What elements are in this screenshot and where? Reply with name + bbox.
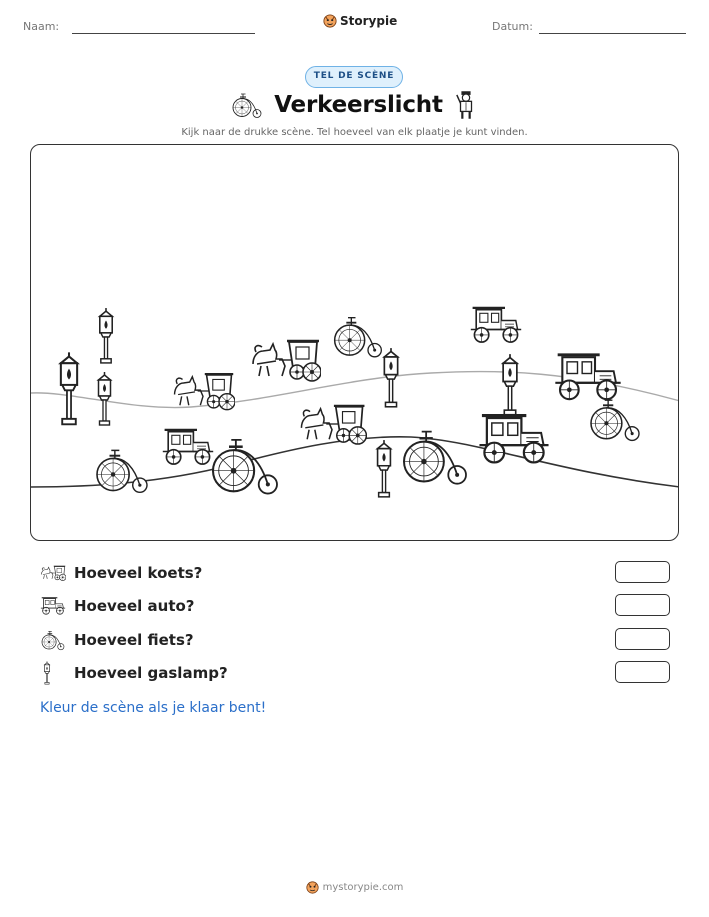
counting-scene [30,144,679,541]
footer-url[interactable]: mystorypie.com [322,882,404,893]
bicycle[interactable] [93,445,151,495]
carriage-icon [40,564,66,582]
date-line[interactable] [539,33,686,34]
car[interactable] [469,305,523,345]
instructions: Kijk naar de drukke scène. Tel hoeveel van elk plaatje je kunt vinden. [181,127,528,138]
question-text: Hoeveel fiets? [74,631,194,649]
storypie-mascot-icon [323,14,337,28]
footer [0,881,709,894]
penny-farthing-icon [232,91,262,119]
carriage[interactable] [171,371,235,411]
question-text: Hoeveel gaslamp? [74,664,228,682]
name-label: Naam: [23,20,60,33]
question-bicycle [40,628,670,652]
bicycle[interactable] [209,433,281,497]
storypie-mascot-icon [306,881,319,894]
question-car [40,594,670,618]
question-gaslamp [40,661,670,685]
title-row [0,90,709,120]
bicycle-icon [40,629,66,651]
answer-box-car[interactable] [615,594,670,616]
gaslamp-icon [40,661,54,685]
car[interactable] [553,351,623,403]
question-text: Hoeveel koets? [74,564,203,582]
brand-logo [323,14,397,28]
gaslamp[interactable] [51,351,87,427]
page-title: Verkeerslicht [274,92,443,118]
car-icon [40,596,66,616]
gaslamp[interactable] [369,439,399,499]
brand-name: Storypie [340,14,398,28]
date-label: Datum: [492,20,533,33]
gaslamp[interactable] [494,353,526,417]
name-line[interactable] [72,33,255,34]
answer-box-bicycle[interactable] [615,628,670,650]
gaslamp[interactable] [91,371,118,427]
car[interactable] [161,427,215,467]
bicycle[interactable] [333,311,383,361]
carriage[interactable] [249,337,321,383]
coloring-note: Kleur de scène als je klaar bent! [40,700,267,716]
activity-badge: TEL DE SCÈNE [305,66,403,88]
question-text: Hoeveel auto? [74,597,195,615]
policeman-icon [455,90,477,120]
gaslamp[interactable] [95,307,117,365]
answer-box-gaslamp[interactable] [615,661,670,683]
carriage[interactable] [297,403,367,445]
car[interactable] [477,411,551,467]
answer-box-carriage[interactable] [615,561,670,583]
bicycle[interactable] [401,425,469,487]
question-carriage [40,561,670,585]
